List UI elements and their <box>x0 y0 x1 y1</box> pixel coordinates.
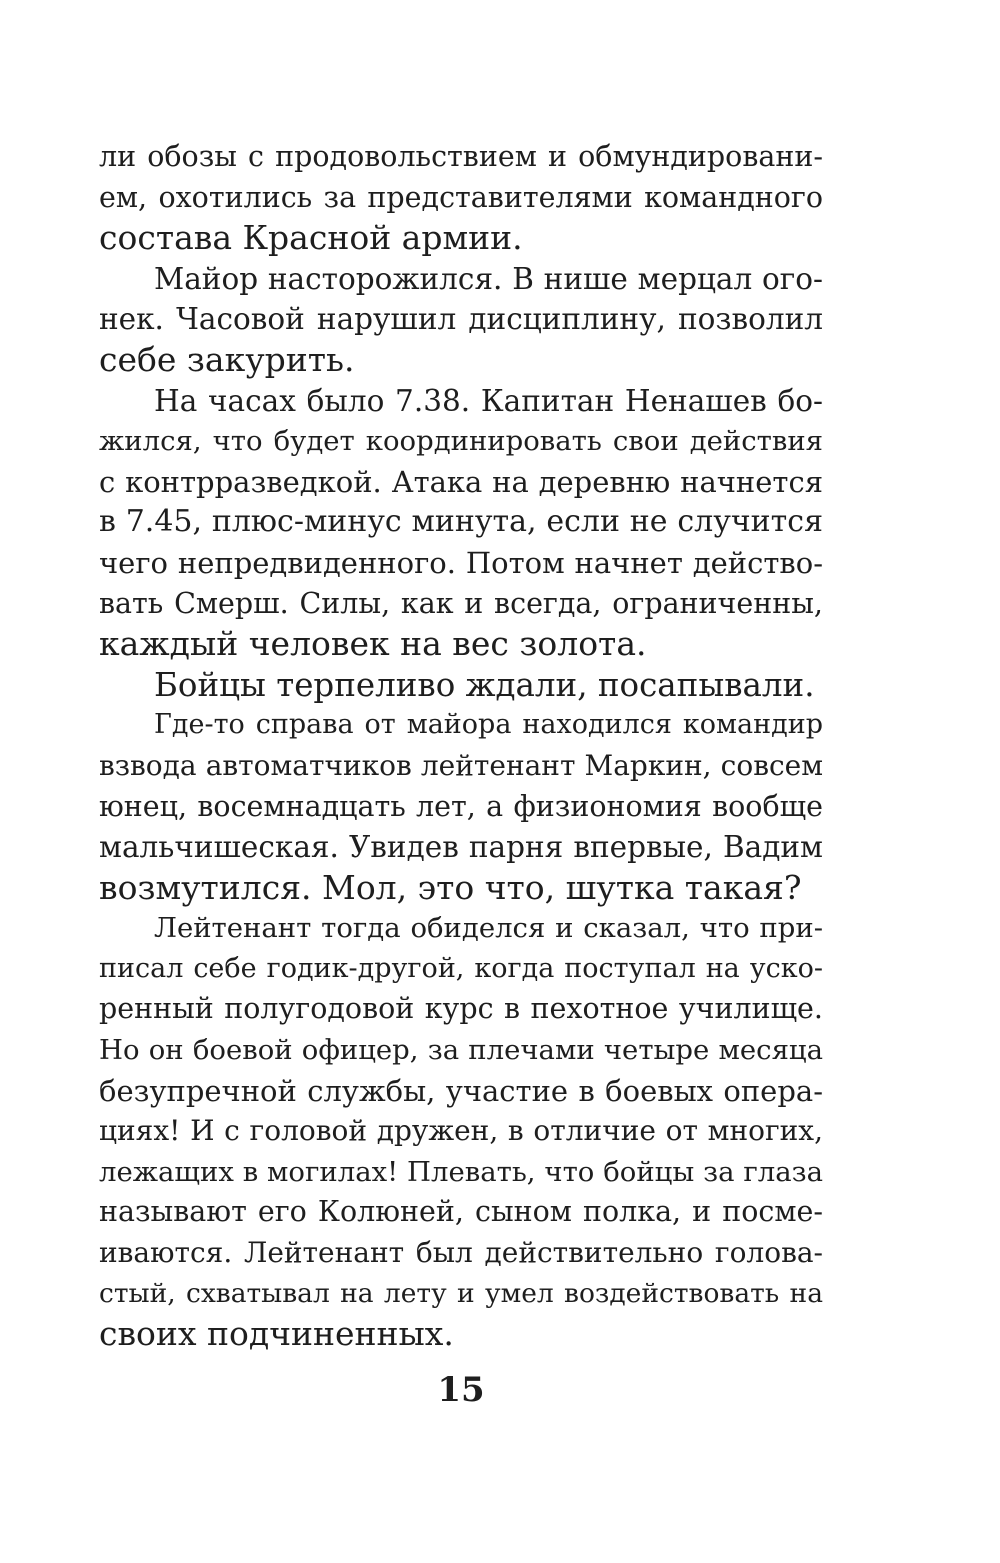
text-line: Майор насторожился. В нише мерцал ого- <box>154 261 823 296</box>
text-line: нек. Часовой нарушил дисциплину, позволил <box>99 302 823 337</box>
text-line: циях! И с головой дружен, в отличие от многих, <box>99 1114 823 1148</box>
text-line: вать Смерш. Силы, как и всегда, ограниченны, <box>99 586 823 620</box>
text-line: Бойцы терпеливо ждали, посапывали. <box>154 665 815 704</box>
text-line: каждый человек на вес золота. <box>99 624 647 664</box>
text-line: писал себе годик-другой, когда поступал на уско- <box>99 952 823 984</box>
text-line: На часах было 7.38. Капитан Ненашев бо- <box>154 383 823 418</box>
text-line: стый, схватывал на лету и умел воздействовать на <box>99 1277 823 1309</box>
body-text <box>99 137 823 1355</box>
text-line: мальчишеская. Увидев парня впервые, Вадим <box>99 830 823 865</box>
text-line: Лейтенант тогда обиделся и сказал, что при- <box>154 912 823 945</box>
text-line: юнец, восемнадцать лет, а физиономия вообще <box>99 789 823 823</box>
text-line: с контрразведкой. Атака на деревню начнется <box>99 464 823 499</box>
text-line: иваются. Лейтенант был действительно голова- <box>99 1236 823 1270</box>
text-line: безупречной службы, участие в боевых опера- <box>99 1073 823 1108</box>
text-line: состава Красной армии. <box>99 218 523 258</box>
text-line: взвода автоматчиков лейтенант Маркин, совсем <box>99 748 823 782</box>
text-line: чего непредвиденного. Потом начнет действо- <box>99 545 823 580</box>
text-line: ли обозы с продовольствием и обмундировани- <box>99 140 823 173</box>
text-line: себе закурить. <box>99 339 355 379</box>
text-line: в 7.45, плюс-минус минута, если не случится <box>99 504 823 540</box>
page-number: 15 <box>437 1370 485 1410</box>
text-line: жился, что будет координировать свои действия <box>99 425 823 458</box>
text-line: ем, охотились за представителями командного <box>99 180 823 214</box>
text-line: своих подчиненных. <box>99 1314 454 1354</box>
text-line: лежащих в могилах! Плевать, что бойцы за глаза <box>99 1155 823 1188</box>
text-line: возмутился. Мол, это что, шутка такая? <box>99 867 802 907</box>
text-line: Где-то справа от майора находился командир <box>154 709 823 741</box>
text-line: ренный полугодовой курс в пехотное училище. <box>99 992 823 1026</box>
text-line: Но он боевой офицер, за плечами четыре месяца <box>99 1034 823 1067</box>
text-line: называют его Колюней, сыном полка, и посме- <box>99 1195 823 1229</box>
